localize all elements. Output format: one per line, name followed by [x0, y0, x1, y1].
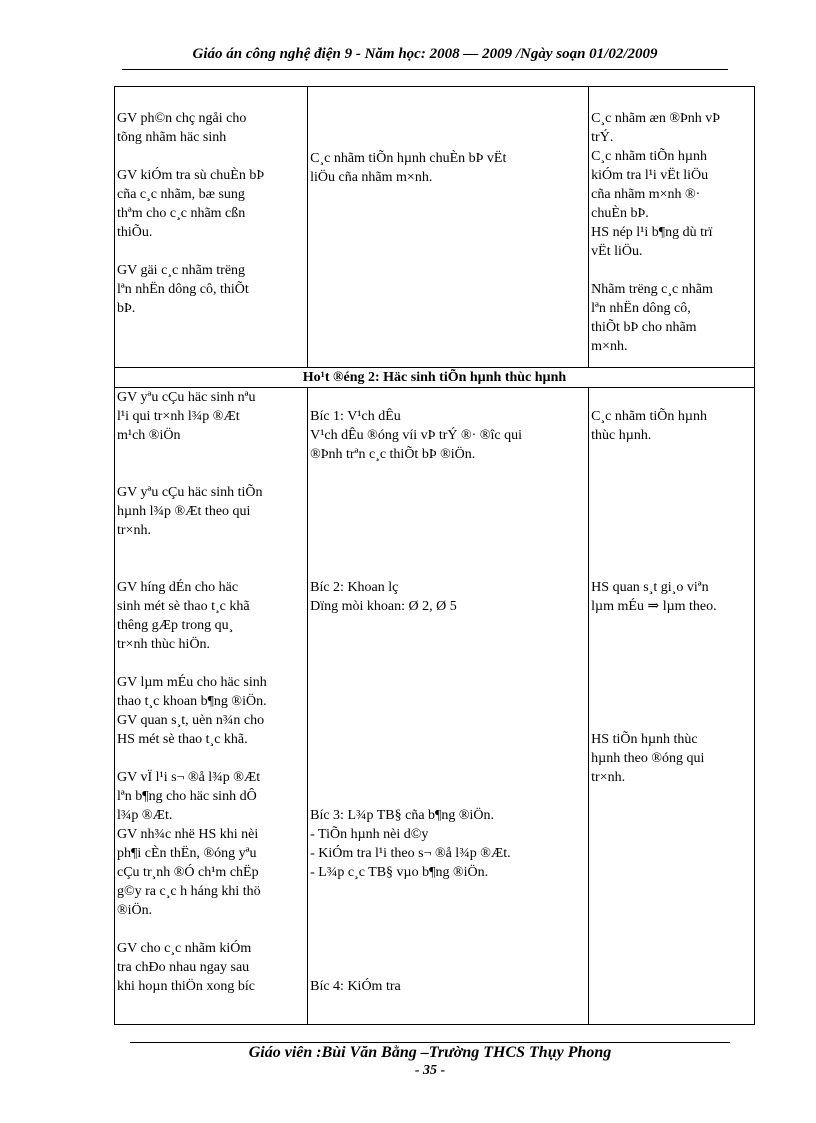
- teacher-line: thao t¸c khoan b¶ng ®iÖn.: [117, 694, 267, 709]
- student-line: lµm mÉu ⇒ lµm theo.: [591, 599, 717, 614]
- teacher-line: GV nh¾c nhë HS khi nèi: [117, 827, 259, 842]
- teacher-line: GV gäi c¸c nhãm trëng: [117, 263, 246, 278]
- content-line: ®Þnh trªn c¸c thiÕt bÞ ®iÖn.: [310, 447, 476, 462]
- teacher-line: cÇu tr¸nh ®Ó ch¹m chËp: [117, 865, 259, 880]
- student-line: tr×nh.: [591, 770, 626, 785]
- footer-divider: [130, 1042, 730, 1043]
- teacher-line: khi hoµn thiÖn xong bíc: [117, 979, 255, 994]
- student-activity-cell: [589, 87, 755, 368]
- teacher-line: GV yªu cÇu häc sinh nªu: [117, 390, 256, 405]
- content-cell: [308, 87, 589, 368]
- student-line: lªn nhËn dông cô,: [591, 301, 691, 316]
- student-line: HS tiÕn hµnh thùc: [591, 732, 698, 747]
- teacher-line: GV híng dÉn cho häc: [117, 580, 239, 595]
- content-line: - KiÓm tra l¹i theo s¬ ®å l¾p ®Æt.: [310, 846, 511, 861]
- teacher-line: lªn b¶ng cho häc sinh dÔ: [117, 789, 257, 804]
- content-line: liÖu cña nhãm m×nh.: [310, 170, 433, 185]
- teacher-line: GV cho c¸c nhãm kiÓm: [117, 941, 252, 956]
- teacher-line: ®iÖn.: [117, 903, 153, 918]
- student-line: thiÕt bÞ cho nhãm: [591, 320, 697, 335]
- teacher-line: cña c¸c nhãm, bæ sung: [117, 187, 245, 202]
- student-line: C¸c nhãm tiÕn hµnh: [591, 409, 707, 424]
- page-header: Giáo án công nghệ điện 9 - Năm học: 2008 –– 2009 /Ngày soạn 01/02/2009: [192, 46, 658, 62]
- teacher-line: g©y ra c¸c h háng khi thö: [117, 884, 261, 899]
- page-number: - 35 -: [414, 1063, 446, 1078]
- content-line: Bíc 2: Khoan lç: [310, 580, 399, 595]
- teacher-line: GV ph©n chç ngåi cho: [117, 111, 247, 126]
- section-row: [115, 368, 755, 388]
- student-line: m×nh.: [591, 339, 628, 354]
- table-row: [115, 87, 755, 368]
- teacher-line: l¾p ®Æt.: [117, 808, 173, 823]
- student-line: HS quan s¸t gi¸o viªn: [591, 580, 709, 595]
- page-footer: Giáo viên :Bùi Văn Bằng –Trường THCS Thụy Phong: [248, 1044, 612, 1061]
- student-line: kiÓm tra l¹i vËt liÖu: [591, 168, 709, 183]
- content-line: C¸c nhãm tiÕn hµnh chuÈn bÞ vËt: [310, 151, 507, 166]
- teacher-activity-cell: [115, 87, 308, 368]
- student-line: HS nép l¹i b¶ng dù trï: [591, 225, 713, 240]
- teacher-line: tr×nh.: [117, 523, 151, 538]
- teacher-line: GV lµm mÉu cho häc sinh: [117, 675, 267, 690]
- student-line: C¸c nhãm tiÕn hµnh: [591, 149, 707, 164]
- teacher-line: lªn nhËn dông cô, thiÕt: [117, 282, 249, 297]
- content-line: V¹ch dÊu ®óng víi vÞ trÝ ®· ®îc qui: [310, 428, 522, 443]
- student-line: chuÈn bÞ.: [591, 206, 649, 221]
- teacher-line: tr×nh thùc hiÖn.: [117, 637, 211, 652]
- teacher-line: GV yªu cÇu häc sinh tiÕn: [117, 485, 263, 500]
- teacher-line: GV quan s¸t, uèn n¾n cho: [117, 713, 265, 728]
- teacher-line: HS mét sè thao t¸c khã.: [117, 732, 248, 747]
- content-line: Bíc 4: KiÓm tra: [310, 979, 401, 994]
- teacher-line: thiÕu.: [117, 225, 153, 240]
- lesson-plan-table: [114, 86, 755, 1025]
- teacher-activity-cell: [115, 388, 308, 1025]
- teacher-line: m¹ch ®iÖn: [117, 428, 181, 443]
- content-line: Bíc 1: V¹ch dÊu: [310, 409, 401, 424]
- teacher-line: GV kiÓm tra sù chuÈn bÞ: [117, 168, 265, 183]
- teacher-line: l¹i qui tr×nh l¾p ®Æt: [117, 409, 240, 424]
- student-line: vËt liÖu.: [591, 244, 643, 259]
- student-line: Nhãm trëng c¸c nhãm: [591, 282, 713, 297]
- header-divider: [122, 69, 728, 70]
- student-line: C¸c nhãm æn ®Þnh vÞ: [591, 111, 721, 126]
- teacher-line: thêng gÆp trong qu¸: [117, 618, 234, 633]
- teacher-line: bÞ.: [117, 301, 136, 316]
- teacher-line: GV vÏ l¹i s¬ ®å l¾p ®Æt: [117, 770, 261, 785]
- teacher-line: tra chÐo nhau ngay sau: [117, 960, 250, 975]
- student-activity-cell: [589, 388, 755, 1025]
- content-cell: [308, 388, 589, 1025]
- teacher-line: ph¶i cÈn thËn, ®óng yªu: [117, 846, 257, 861]
- section-title: Ho¹t ®éng 2: Häc sinh tiÕn hµnh thùc hµnh: [115, 368, 755, 388]
- content-line: Bíc 3: L¾p TB§ cña b¶ng ®iÖn.: [310, 808, 495, 823]
- teacher-line: hµnh l¾p ®Æt theo qui: [117, 504, 251, 519]
- table-row: [115, 388, 755, 1025]
- teacher-line: sinh mét sè thao t¸c khã: [117, 599, 250, 614]
- content-line: - L¾p c¸c TB§ vµo b¶ng ®iÖn.: [310, 865, 489, 880]
- student-line: thùc hµnh.: [591, 428, 652, 443]
- teacher-line: thªm cho c¸c nhãm cßn: [117, 206, 246, 221]
- content-line: Dïng mòi khoan: Ø 2, Ø 5: [310, 599, 457, 614]
- student-line: hµnh theo ®óng qui: [591, 751, 705, 766]
- student-line: trÝ.: [591, 130, 614, 145]
- student-line: cña nhãm m×nh ®·: [591, 187, 701, 202]
- content-line: - TiÕn hµnh nèi d©y: [310, 827, 429, 842]
- teacher-line: tõng nhãm häc sinh: [117, 130, 227, 145]
